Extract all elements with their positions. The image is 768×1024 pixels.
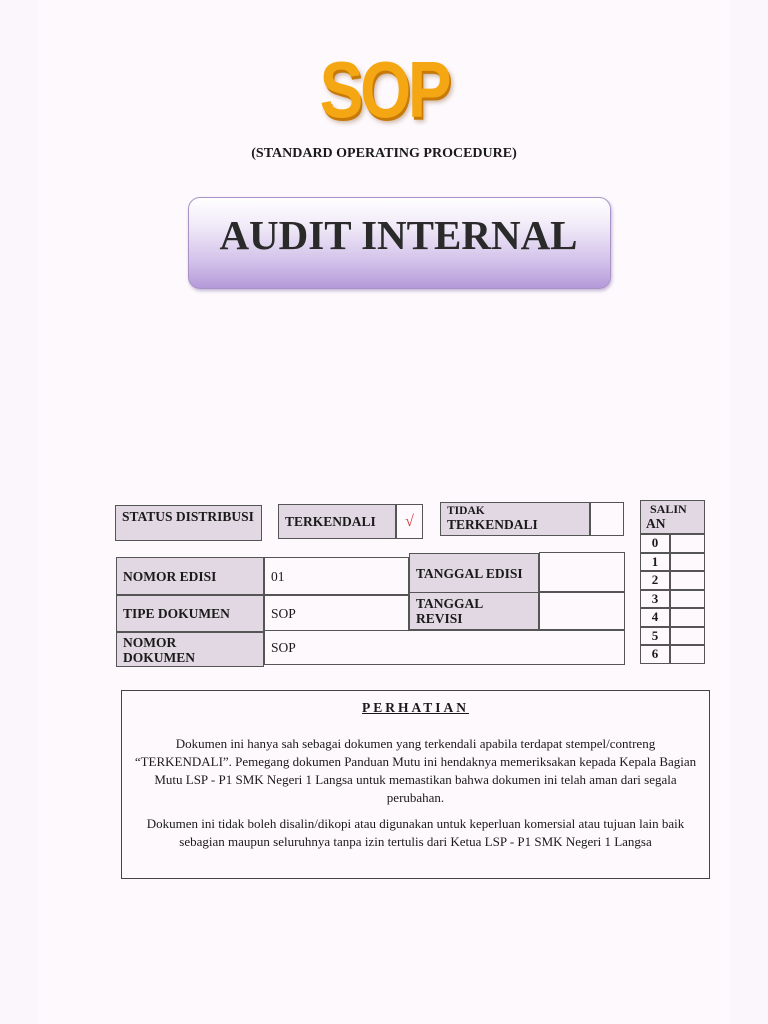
salinan-number: 2: [640, 571, 670, 590]
tidak-text: TIDAK: [447, 505, 485, 517]
check-mark-icon: √: [405, 513, 414, 530]
notice-paragraph-2: Dokumen ini tidak boleh disalin/dikopi atau digunakan untuk keperluan komersial atau tujuan lain baik sebagian maupun seluruhnya tanpa izin tertulis dari Ketua LSP - P1 SMK Negeri 1 Langsa: [146, 816, 685, 849]
nomor-dokumen-label: [116, 632, 264, 667]
tanggal-edisi-value: [539, 552, 625, 592]
tidak-terkendali-checkbox: [590, 502, 624, 536]
terkendali-label: TERKENDALI: [278, 504, 396, 539]
notice-title-text: PERHATIAN: [361, 700, 469, 715]
salinan-box: [670, 627, 705, 646]
salinan-number: 5: [640, 627, 670, 646]
nomor-dokumen-text-1: NOMOR: [123, 635, 177, 650]
nomor-dokumen-value: SOP: [264, 630, 625, 665]
tanggal-revisi-text-2: REVISI: [416, 611, 463, 626]
nomor-edisi-label: NOMOR EDISI: [116, 557, 264, 595]
notice-paragraph-1: Dokumen ini hanya sah sebagai dokumen yang terkendali apabila terdapat stempel/contreng “TERKENDALI”. Pemegang dokumen Panduan Mutu ini hendaknya memeriksakan kepada Kepala Bagian Mutu LSP - P1 SMK Negeri 1 Langsa untuk memastikan bahwa dokumen ini telah aman dari segala perubahan.: [134, 736, 697, 805]
salinan-text-1: SALIN: [650, 502, 687, 516]
tanggal-revisi-label: [409, 592, 539, 630]
nomor-edisi-value: 01: [264, 557, 409, 595]
salinan-box: [670, 534, 705, 553]
salinan-box: [670, 571, 705, 590]
nomor-dokumen-text-2: DOKUMEN: [123, 650, 195, 665]
salinan-label: [640, 500, 705, 534]
document-title: AUDIT INTERNAL: [219, 212, 578, 258]
salinan-number: 1: [640, 553, 670, 572]
status-distribusi-label: STATUS DISTRIBUSI: [115, 505, 262, 541]
tipe-dokumen-label: TIPE DOKUMEN: [116, 595, 264, 632]
salinan-number: 3: [640, 590, 670, 609]
tanggal-revisi-text-1: TANGGAL: [416, 596, 484, 611]
sop-logo: SOP: [319, 45, 449, 134]
terkendali-text: TERKENDALI: [447, 517, 538, 532]
tanggal-revisi-value: [539, 592, 625, 630]
salinan-box: [670, 608, 705, 627]
salinan-number: 4: [640, 608, 670, 627]
salinan-box: [670, 645, 705, 664]
salinan-box: [670, 553, 705, 572]
notice-title: [121, 700, 710, 716]
tidak-terkendali-label: [440, 502, 590, 536]
terkendali-checkbox: [396, 504, 423, 539]
salinan-text-2: AN: [646, 516, 666, 531]
salinan-box: [670, 590, 705, 609]
tanggal-edisi-label: TANGGAL EDISI: [409, 553, 539, 593]
document-subtitle: (STANDARD OPERATING PROCEDURE): [251, 146, 517, 161]
salinan-number: 6: [640, 645, 670, 664]
tipe-dokumen-value: SOP: [264, 595, 409, 632]
salinan-number: 0: [640, 534, 670, 553]
